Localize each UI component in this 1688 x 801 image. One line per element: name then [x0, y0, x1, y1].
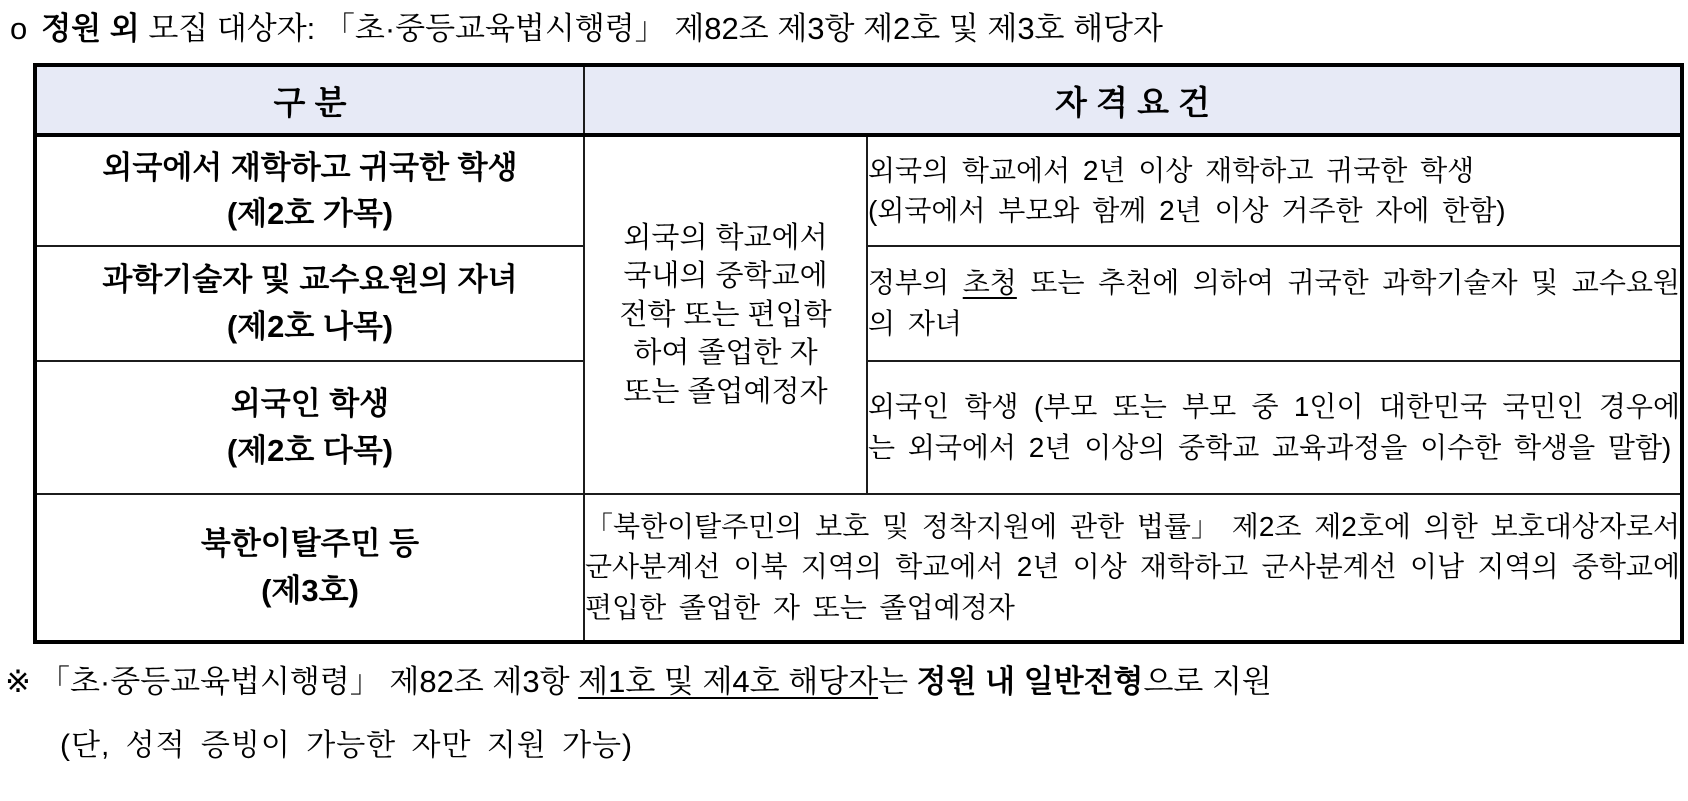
category-line: 외국에서 재학하고 귀국한 학생: [102, 149, 518, 185]
condition-line: 국내의 중학교에: [623, 260, 828, 293]
requirement-cell-north-korean-defectors: 「북한이탈주민의 보호 및 정착지원에 관한 법률」 제2조 제2호에 의한 보호대상자로서 군사분계선 이북 지역의 학교에서 2년 이상 재학하고 군사분계선 이남 지역의 중학교에 편입한 졸업한 자 또는 졸업예정자: [584, 494, 1682, 642]
bullet-circle-icon: o: [10, 11, 28, 46]
requirement-line: (외국에서 부모와 함께 2년 이상 거주한 자에 한함): [868, 195, 1506, 227]
category-line: (제3호): [261, 572, 359, 608]
table-row: [35, 494, 1682, 642]
reference-mark-icon: ※: [5, 664, 31, 700]
category-line: 북한이탈주민 등: [200, 526, 420, 562]
footnotes: [5, 662, 1688, 764]
requirement-line: 외국의 학교에서 2년 이상 재학하고 귀국한 학생: [868, 154, 1475, 186]
requirement-text: 정부의: [868, 267, 963, 299]
table-row: [35, 135, 1682, 246]
footnote-underlined-text: 제1호 및 제4호 해당자: [578, 664, 879, 700]
footnote-text: 는: [878, 664, 917, 700]
condition-line: 외국의 학교에서: [623, 221, 828, 254]
table-header-row: [35, 65, 1682, 135]
requirement-cell-scientists-children: [867, 246, 1682, 361]
footnote-bold-text: 정원 내 일반전형: [916, 664, 1144, 700]
requirement-text: 또는 추천에 의하여 귀국한 과학기술자 및 교수요원의 자녀: [868, 267, 1680, 339]
requirement-underlined-text: 초청: [962, 267, 1017, 299]
footnote-line-2: (단, 성적 증빙이 가능한 자만 지원 가능): [60, 729, 634, 763]
category-cell-returnee-students: [35, 135, 584, 246]
category-line: (제2호 나목): [226, 308, 394, 344]
header-qualification: 자 격 요 건: [584, 65, 1682, 135]
requirement-cell-foreign-students: 외국인 학생 (부모 또는 부모 중 1인이 대한민국 국민인 경우에는 외국에서 2년 이상의 중학교 교육과정을 이수한 학생을 말함): [867, 361, 1682, 494]
footnote-text: 「초·중등교육법시행령」 제82조 제3항: [38, 664, 579, 700]
category-line: (제2호 다목): [226, 432, 394, 468]
intro-line: [0, 0, 1688, 47]
condition-line: 전학 또는 편입학: [619, 298, 832, 331]
category-cell-scientists-children: [35, 246, 584, 361]
eligibility-table: [33, 63, 1684, 644]
intro-emphasis: 정원 외: [41, 11, 140, 46]
condition-line: 또는 졸업예정자: [623, 376, 828, 409]
category-cell-foreign-students: [35, 361, 584, 494]
intro-text: 모집 대상자: 「초·중등교육법시행령」 제82조 제3항 제2호 및 제3호 해당자: [139, 11, 1163, 46]
shared-condition-cell: [584, 135, 867, 494]
requirement-cell-returnee-students: [867, 135, 1682, 246]
footnote-text: 으로 지원: [1143, 664, 1272, 700]
category-line: 외국인 학생: [230, 386, 390, 422]
footnote-line-1: [5, 662, 1688, 702]
category-line: 과학기술자 및 교수요원의 자녀: [102, 262, 518, 298]
category-line: (제2호 가목): [226, 196, 394, 232]
header-category: 구 분: [35, 65, 584, 135]
category-cell-north-korean-defectors: [35, 494, 584, 642]
condition-line: 하여 졸업한 자: [633, 337, 818, 370]
